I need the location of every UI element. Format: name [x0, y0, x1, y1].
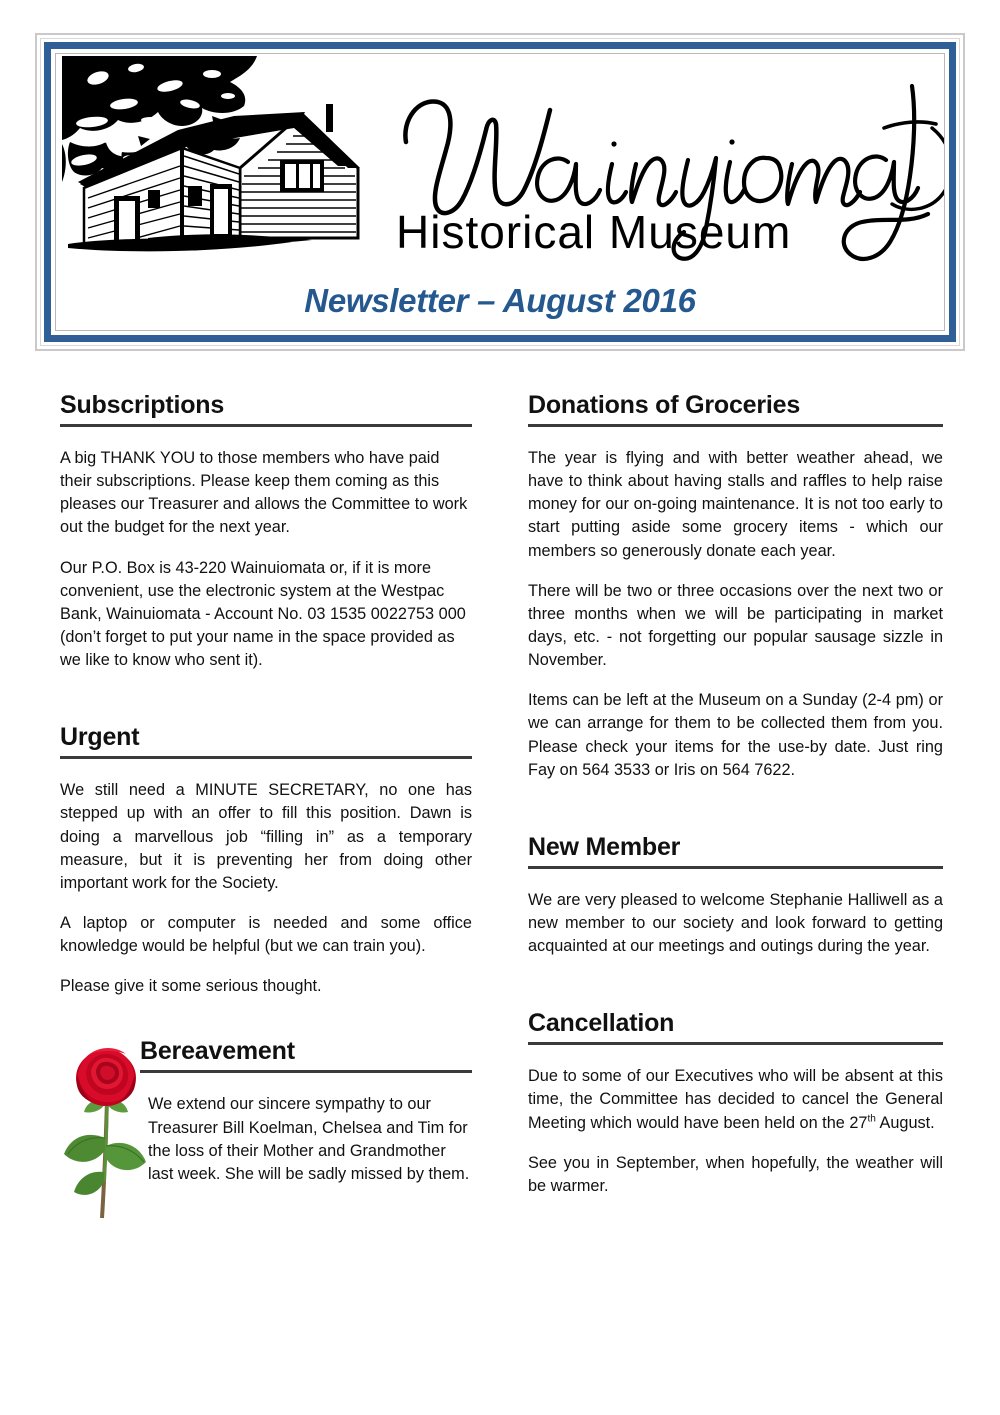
heading-rule — [140, 1070, 472, 1073]
masthead-content — [56, 54, 944, 330]
column-spacer — [528, 782, 943, 834]
section-cancellation — [528, 1010, 943, 1198]
urgent-paragraph-2: A laptop or computer is needed and some office knowledge would be helpful (but we can train you). — [60, 913, 472, 956]
urgent-paragraph-1: We still need a MINUTE SECRETARY, no one has stepped up with an offer to fill this position. Dawn is doing a marvellous job “filling in” as a temporary measure, but it is preventing her from doing other important work for the Society. — [60, 781, 472, 892]
subscriptions-paragraph-2: Our P.O. Box is 43-220 Wainuiomata or, if it is more convenient, use the electronic system at the Westpac Bank, Wainuiomata - Account No. 03 1535 0022753 000 (don’t forget to put your name in the space provided as we like to know who sent it). — [60, 558, 466, 670]
ordinal-suffix: th — [867, 1113, 876, 1125]
cancellation-paragraph-2: See you in September, when hopefully, the weather will be warmer. — [528, 1153, 943, 1195]
section-bereavement — [60, 1038, 472, 1228]
urgent-paragraph-3: Please give it some serious thought. — [60, 977, 322, 996]
section-urgent — [60, 724, 472, 998]
new-member-heading: New Member — [528, 832, 681, 861]
subscriptions-heading: Subscriptions — [60, 391, 225, 419]
bereavement-heading-wrap — [140, 1038, 472, 1073]
subscriptions-paragraph-1: A big THANK YOU to those members who have paid their subscriptions. Please keep them coming as this pleases our Treasurer and allows the Committee to work out the budget for the next year. — [60, 449, 468, 537]
cancellation-text-after: August. — [875, 1113, 935, 1132]
cancellation-text-before: Due to some of our Executives who will be absent at this time, the Committee has decided to cancel the General Meeting which would have been held on the 27 — [528, 1067, 943, 1132]
masthead-inner-border — [40, 38, 960, 346]
bereavement-heading: Bereavement — [140, 1037, 295, 1066]
urgent-heading: Urgent — [60, 723, 140, 752]
bereavement-paragraph-1: We extend our sincere sympathy to our Treasurer Bill Koelman, Chelsea and Tim for the loss of their Mother and Grandmother last week. She will be sadly missed by them. — [148, 1095, 470, 1183]
section-new-member — [528, 834, 943, 958]
historic-cottage-illustration-icon — [62, 56, 392, 281]
cancellation-heading: Cancellation — [528, 1009, 675, 1038]
column-spacer — [60, 998, 472, 1038]
heading-rule — [528, 424, 943, 427]
heading-rule — [528, 1042, 943, 1045]
section-subscriptions — [60, 392, 472, 672]
cancellation-paragraph-1 — [528, 1065, 943, 1134]
museum-wordmark — [392, 68, 944, 278]
masthead-blue-frame — [44, 42, 956, 342]
left-column — [60, 392, 472, 1228]
red-rose-icon — [60, 1042, 156, 1222]
column-spacer — [60, 672, 472, 724]
column-spacer — [528, 958, 943, 1010]
new-member-paragraph-1: We are very pleased to welcome Stephanie Halliwell as a new member to our society and look forward to getting acquainted at our meetings and outings during the year. — [528, 890, 943, 956]
heading-rule — [528, 866, 943, 869]
section-donations — [528, 392, 943, 782]
donations-heading: Donations of Groceries — [528, 391, 801, 419]
donations-paragraph-2: There will be two or three occasions over the next two or three months when we will be participating in market days, etc. - not forgetting our popular sausage sizzle in November. — [528, 581, 943, 670]
heading-rule — [60, 756, 472, 759]
right-column — [528, 392, 943, 1198]
heading-rule — [60, 424, 472, 427]
newsletter-title: Newsletter – August 2016 — [304, 282, 696, 319]
svg-text:Historical Museum: Historical Museum — [396, 206, 792, 258]
donations-paragraph-3: Items can be left at the Museum on a Sunday (2-4 pm) or we can arrange for them to be collected them from you. Please check your items for the use-by date. Just ring Fay on 564 3533 or Iris on 564 7622. — [528, 691, 943, 779]
masthead-banner — [35, 33, 965, 351]
donations-paragraph-1: The year is flying and with better weather ahead, we have to think about having stalls and raffles to help raise money for our on-going maintenance. It is not too early to start putting aside some grocery items - which our members so generously donate each year. — [528, 449, 943, 560]
